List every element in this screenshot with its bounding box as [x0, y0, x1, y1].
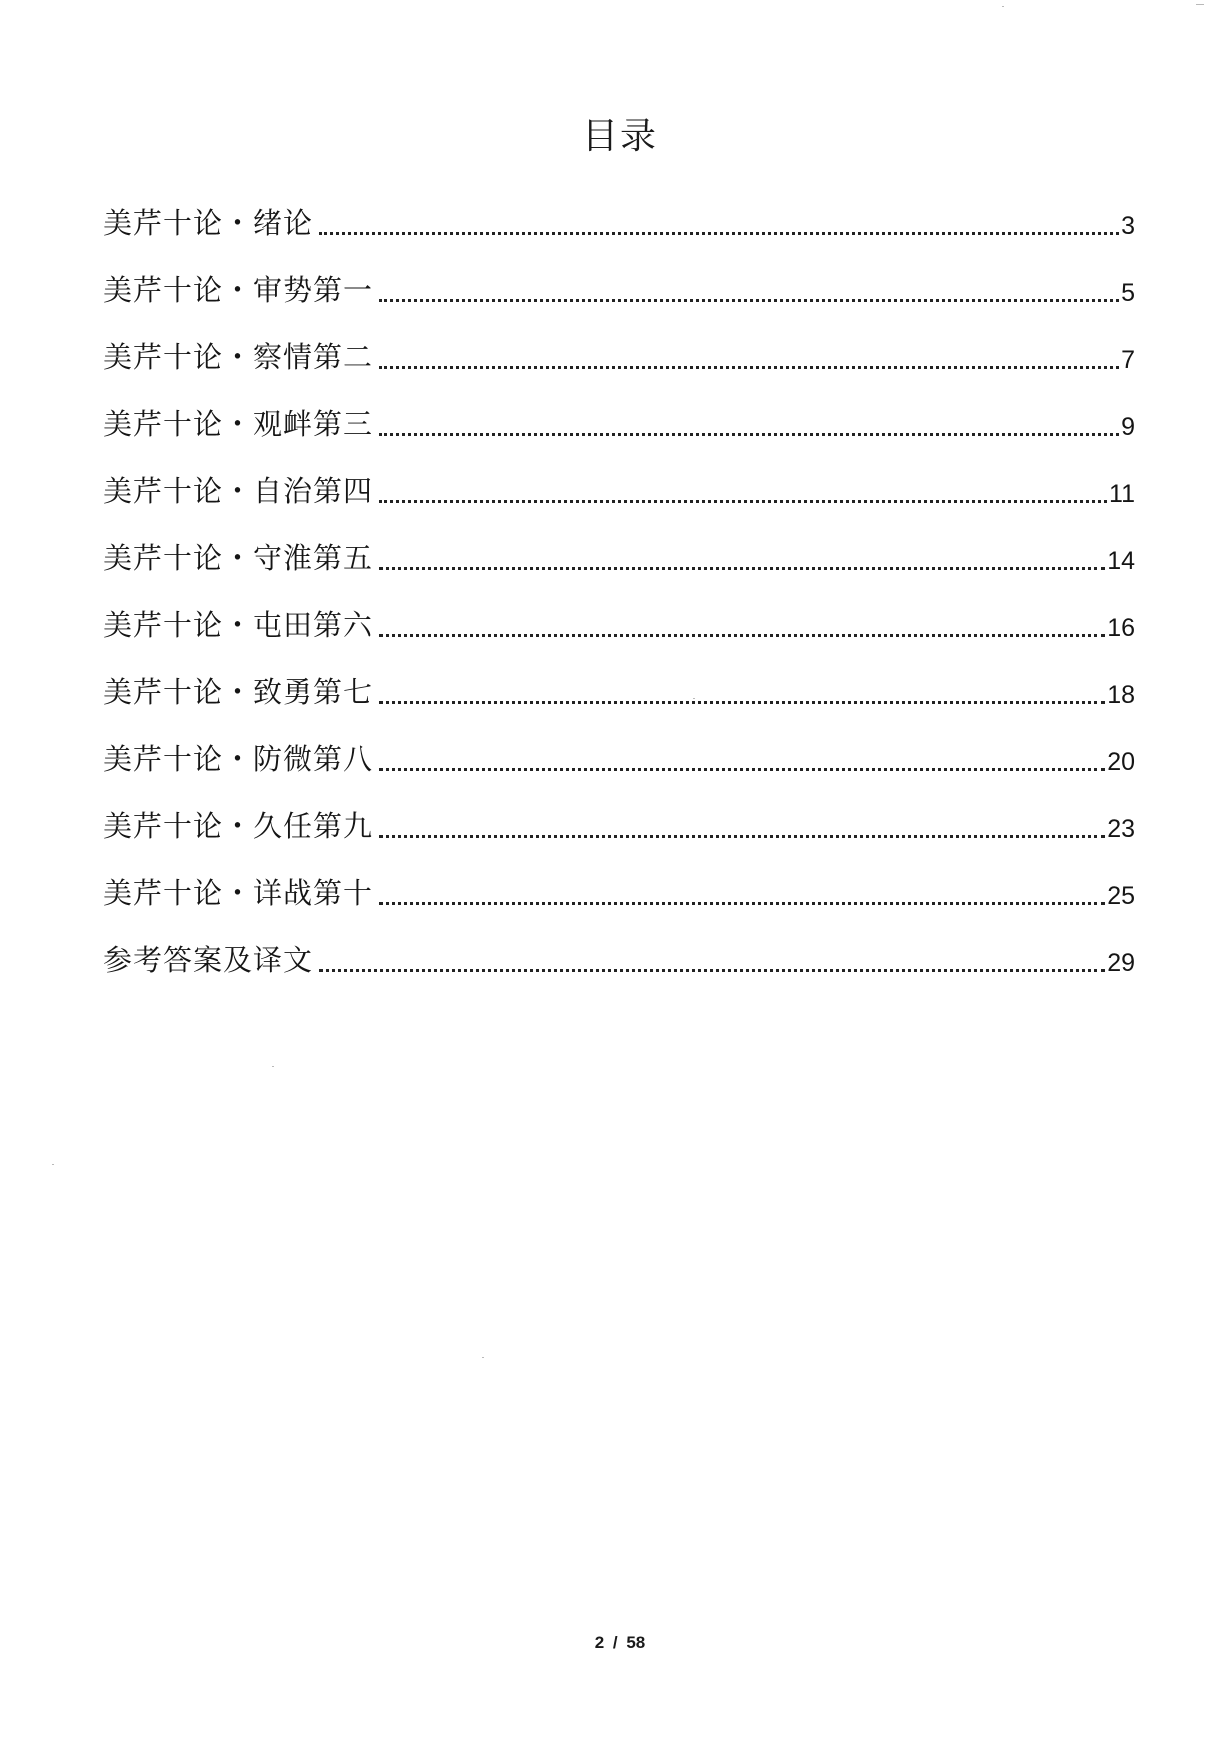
scan-speck	[272, 1066, 274, 1067]
toc-entry-page-number: 9	[1121, 413, 1135, 441]
toc-entry-6[interactable]	[103, 510, 1135, 577]
toc-entry-label: 美芹十论・防微第八	[103, 742, 374, 776]
toc-entry-5[interactable]	[103, 443, 1135, 510]
toc-title: 目录	[581, 116, 658, 157]
scan-speck	[482, 1357, 484, 1358]
toc-entry-label: 美芹十论・久任第九	[103, 809, 374, 843]
toc-entry-9[interactable]	[103, 711, 1135, 778]
toc-entry-page-number: 3	[1121, 212, 1135, 240]
toc-entry-4[interactable]	[103, 376, 1135, 443]
toc-entry-label: 美芹十论・察情第二	[103, 340, 374, 374]
toc-entry-page-number: 20	[1107, 748, 1135, 776]
dot-leader	[379, 500, 1107, 503]
toc-entry-page-number: 25	[1107, 882, 1135, 910]
page-indicator: 2 / 58	[594, 1633, 646, 1652]
dot-leader	[379, 902, 1105, 905]
toc-entry-11[interactable]	[103, 845, 1135, 912]
toc-entry-label: 美芹十论・自治第四	[103, 474, 374, 508]
dot-leader	[379, 433, 1119, 436]
dot-leader	[379, 701, 1105, 704]
toc-entry-1[interactable]	[103, 175, 1135, 242]
toc-entry-2[interactable]	[103, 242, 1135, 309]
scan-speck	[1002, 6, 1004, 7]
toc-entry-label: 美芹十论・审势第一	[103, 273, 374, 307]
toc-entry-label: 美芹十论・守淮第五	[103, 541, 374, 575]
toc-entry-label: 参考答案及译文	[103, 943, 314, 977]
toc-entry-label: 美芹十论・详战第十	[103, 876, 374, 910]
toc-entry-page-number: 11	[1109, 480, 1135, 508]
toc-entry-page-number: 23	[1107, 815, 1135, 843]
toc-entry-page-number: 5	[1121, 279, 1135, 307]
scan-speck	[52, 1164, 54, 1165]
toc-entry-page-number: 7	[1121, 346, 1135, 374]
dot-leader	[379, 634, 1105, 637]
toc-entry-page-number: 18	[1107, 681, 1135, 709]
toc-entry-page-number: 16	[1107, 614, 1135, 642]
dot-leader	[379, 366, 1119, 369]
dot-leader	[379, 567, 1105, 570]
toc-entry-page-number: 29	[1107, 949, 1135, 977]
dot-leader	[319, 232, 1119, 235]
dot-leader	[319, 969, 1105, 972]
toc-entry-12[interactable]	[103, 912, 1135, 979]
scan-speck	[693, 698, 695, 699]
scan-speck	[1196, 4, 1204, 5]
toc-entry-8[interactable]	[103, 644, 1135, 711]
toc-entry-7[interactable]	[103, 577, 1135, 644]
toc-entry-page-number: 14	[1107, 547, 1135, 575]
toc-entry-10[interactable]	[103, 778, 1135, 845]
dot-leader	[379, 768, 1105, 771]
toc-list	[103, 175, 1135, 979]
toc-entry-label: 美芹十论・绪论	[103, 206, 314, 240]
toc-entry-label: 美芹十论・屯田第六	[103, 608, 374, 642]
dot-leader	[379, 835, 1105, 838]
toc-entry-3[interactable]	[103, 309, 1135, 376]
toc-entry-label: 美芹十论・致勇第七	[103, 675, 374, 709]
toc-entry-label: 美芹十论・观衅第三	[103, 407, 374, 441]
dot-leader	[379, 299, 1119, 302]
